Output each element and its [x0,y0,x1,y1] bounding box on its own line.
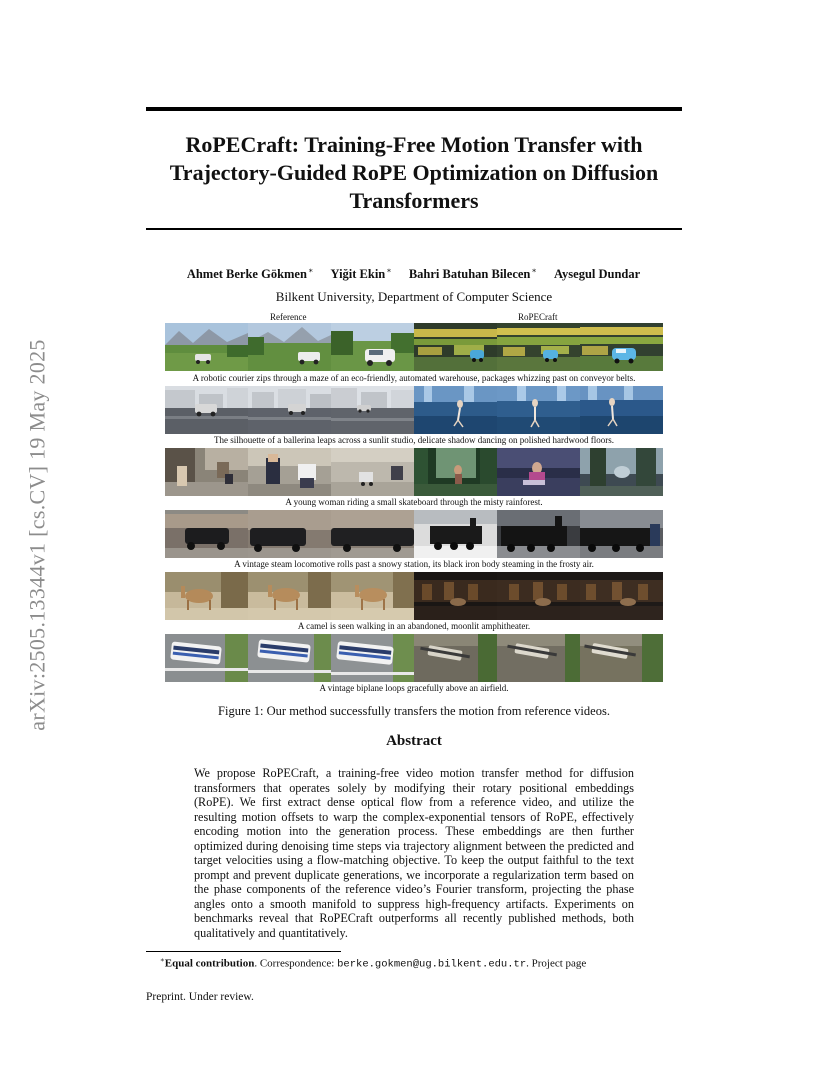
author: Bahri Batuhan Bilecen∗ [408,266,537,282]
reference-frame [248,572,331,620]
reference-frame [331,510,414,558]
footnote-rule [146,951,341,952]
correspondence-email[interactable]: berke.gokmen@ug.bilkent.edu.tr [337,958,527,971]
generated-frame [497,323,580,371]
reference-frame [331,634,414,682]
figure-row [165,572,663,620]
row-caption: A robotic courier zips through a maze of an eco-friendly, automated warehouse, packages whizzing past on conveyor belts. [192,373,636,383]
row-caption: A camel is seen walking in an abandoned, moonlit amphitheater. [297,621,531,631]
generated-frame [580,634,663,682]
reference-frame [331,572,414,620]
paper-title: RoPECraft: Training-Free Motion Transfer with Trajectory-Guided RoPE Optimization on Diffusion Transformers [169,132,659,213]
abstract-body: We propose RoPECraft, a training-free video motion transfer method for diffusion transformers that operates solely by modifying their rotary positional embeddings (RoPE). We first extract dense optical flow from a reference video, and utilize the resulting motion offsets to warp the complex-exponential tensors of RoPE, effectively encoding motion into the generation process. These embeddings are then further optimized during denoising time steps via trajectory alignment between the predicted and target velocities using a flow-matching objective. To keep the output faithful to the text prompt and prevent duplicate generations, we incorporate a regularization term based on the phase components of the reference video’s Fourier transform, projecting the phase angles onto a smooth manifold to suppress high-frequency artifacts. Experiments on benchmarks reveal that RoPECraft outperforms all recently published methods, both qualitatively and quantitatively. [194,766,634,940]
generated-frame [497,510,580,558]
figure-row [165,510,663,558]
generated-frame [414,386,497,434]
reference-frame [165,448,248,496]
row-caption: A young woman riding a small skateboard through the misty rainforest. [285,497,543,507]
generated-frame [414,510,497,558]
footnote-mark: ∗ [160,956,165,964]
generated-frame [497,572,580,620]
affiliation: Bilkent University, Department of Computer Science [275,289,553,304]
figure-row [165,386,663,434]
reference-frame [165,323,248,371]
preprint-status: Preprint. Under review. [146,991,254,1003]
title-bottom-rule [146,228,682,230]
row-caption: A vintage steam locomotive rolls past a snowy station, its black iron body steaming in the frosty air. [234,559,594,569]
footnote-tail: . Project page [526,957,587,970]
footnote-bold: Equal contribution [164,957,255,970]
title-top-rule [146,107,682,111]
footnote [160,956,586,971]
author-list [146,266,682,282]
reference-frame [248,448,331,496]
generated-frame [414,634,497,682]
reference-frame [248,510,331,558]
reference-frame [165,572,248,620]
arxiv-identifier: arXiv:2505.13344v1 [cs.CV] 19 May 2025 [25,339,51,731]
generated-frame [414,323,497,371]
reference-frame [248,634,331,682]
generated-frame [497,448,580,496]
row-caption: The silhouette of a ballerina leaps across a sunlit studio, delicate shadow dancing on polished hardwood floors. [214,435,614,445]
author: Aysegul Dundar [553,267,641,282]
reference-frame [331,448,414,496]
generated-frame [580,510,663,558]
generated-frame [497,634,580,682]
figure-row [165,323,663,371]
reference-column-label: Reference [270,312,307,322]
generated-frame [414,572,497,620]
author: Yiğit Ekin∗ [330,266,392,282]
reference-frame [331,323,414,371]
generated-frame [580,448,663,496]
generated-frame [580,323,663,371]
reference-frame [248,386,331,434]
figure-row [165,634,663,682]
generated-frame [414,448,497,496]
reference-frame [248,323,331,371]
reference-frame [331,386,414,434]
author: Ahmet Berke Gökmen∗ [186,266,314,282]
arxiv-stamp [18,295,58,775]
reference-frame [165,386,248,434]
figure-caption: Figure 1: Our method successfully transfers the motion from reference videos. [218,704,610,718]
reference-frame [165,634,248,682]
row-caption: A vintage biplane loops gracefully above an airfield. [319,683,509,693]
reference-frame [165,510,248,558]
generated-frame [497,386,580,434]
footnote-text: . Correspondence: [254,957,338,970]
abstract-heading: Abstract [386,733,442,749]
generated-frame [580,386,663,434]
result-column-label: RoPECraft [518,312,558,322]
generated-frame [580,572,663,620]
figure-row [165,448,663,496]
